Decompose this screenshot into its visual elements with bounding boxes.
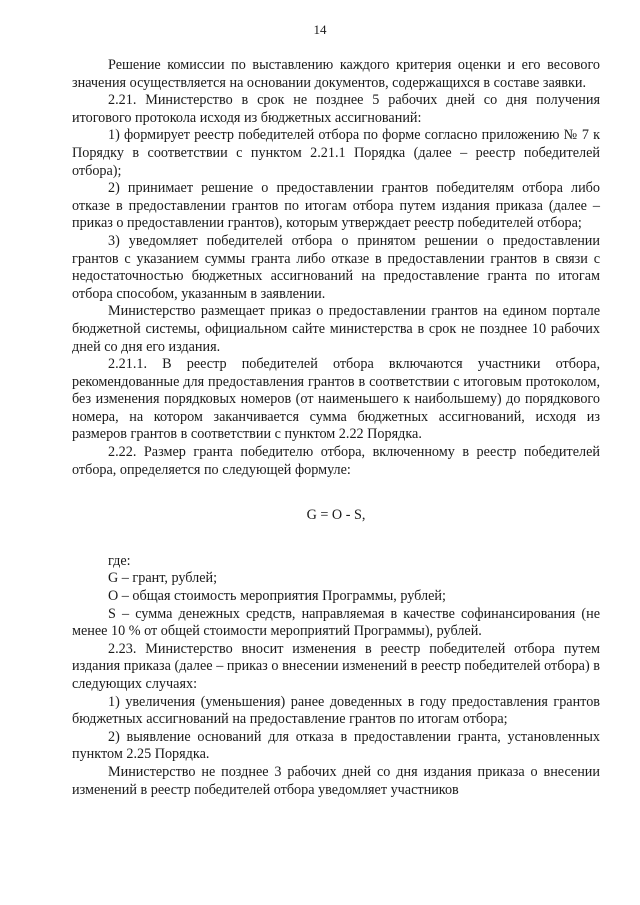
formula: G = O - S, (306, 507, 366, 524)
page-number: 14 (313, 22, 327, 37)
paragraph: 2.21. Министерство в срок не позднее 5 рабочих дней со дня получения итогового протокола исходя из бюджетных ассигнований: (72, 92, 600, 126)
paragraph: O – общая стоимость мероприятия Программы, рублей; (108, 588, 446, 605)
paragraph: G – грант, рублей; (108, 570, 218, 587)
paragraph: 2.21.1. В реестр победителей отбора включаются участники отбора, рекомендованные для предоставления грантов в соответствии с итоговым протоколом, без изменения порядковых номеров (от наименьшего к наибольшему) до порядкового номера, на котором заканчивается сумма бюджетных ассигнований, исходя из размеров грантов в соответствии с пунктом 2.22 Порядка. (72, 356, 600, 443)
paragraph: 3) уведомляет победителей отбора о принятом решении о предоставлении грантов с указанием суммы гранта либо отказе в предоставлении грантов в связи с недостаточностью бюджетных ассигнований на предоставление гранта по итогам отбора способом, указанным в заявлении. (72, 232, 600, 302)
paragraph: 1) формирует реестр победителей отбора по форме согласно приложению № 7 к Порядку в соответствии с пунктом 2.21.1 Порядка (далее – реестр победителей отбора); (72, 127, 600, 179)
paragraph: 2) принимает решение о предоставлении грантов победителям отбора либо отказе в предоставлении грантов по итогам отбора путем издания приказа (далее – приказ о предоставлении грантов), которым утверждает реестр победителей отбора; (72, 180, 600, 232)
paragraph: Решение комиссии по выставлению каждого критерия оценки и его весового значения осуществляется на основании документов, содержащихся в составе заявки. (72, 57, 600, 91)
paragraph: 2.23. Министерство вносит изменения в реестр победителей отбора путем издания приказа (далее – приказ о внесении изменений в реестр победителей отбора) в следующих случаях: (72, 640, 600, 692)
paragraph: 2.22. Размер гранта победителю отбора, включенному в реестр победителей отбора, определяется по следующей формуле: (72, 444, 600, 478)
paragraph: 2) выявление оснований для отказа в предоставлении гранта, установленных пунктом 2.25 Порядка. (72, 728, 600, 763)
document-body (72, 57, 600, 799)
paragraph: где: (108, 552, 131, 569)
paragraph: S – сумма денежных средств, направляемая в качестве софинансирования (не менее 10 % от общей стоимости мероприятий Программы), рублей. (72, 605, 600, 640)
paragraph: 1) увеличения (уменьшения) ранее доведенных в году предоставления грантов бюджетных ассигнований на предоставление грантов по итогам отбора; (72, 693, 600, 728)
paragraph: Министерство размещает приказ о предоставлении грантов на едином портале бюджетной системы, официальном сайте министерства в срок не позднее 10 рабочих дней со дня его издания. (72, 303, 600, 355)
paragraph: Министерство не позднее 3 рабочих дней со дня издания приказа о внесении изменений в реестр победителей отбора уведомляет участников (72, 763, 600, 798)
